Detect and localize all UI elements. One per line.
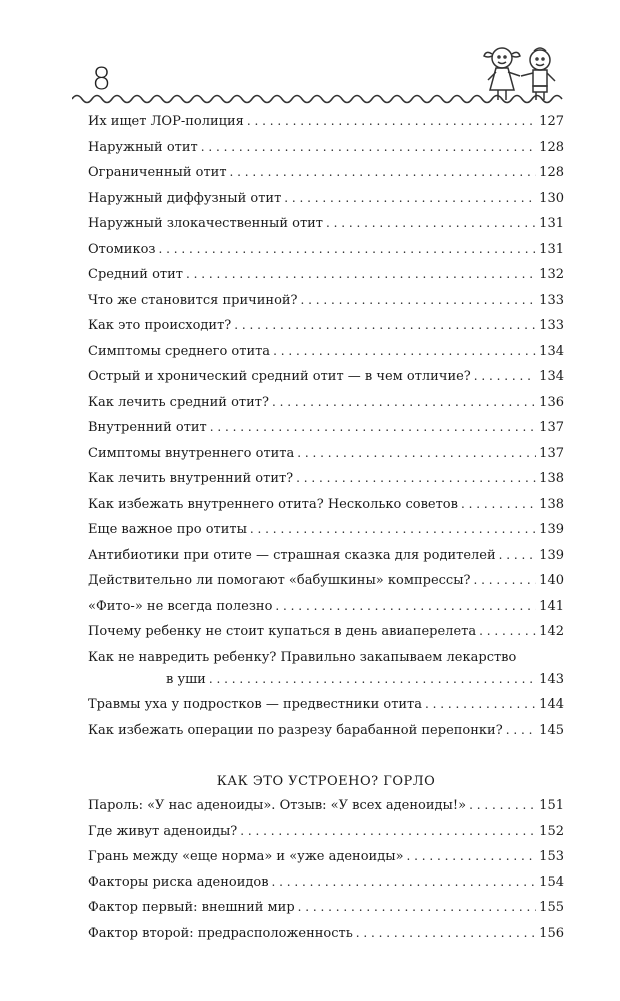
leader-dots xyxy=(159,242,537,256)
toc-part2 xyxy=(88,697,564,748)
toc-entry[interactable] xyxy=(88,624,564,650)
leader-dots xyxy=(474,369,536,383)
leader-dots xyxy=(474,573,537,587)
toc-entry-page: 144 xyxy=(539,697,564,712)
toc-entry-title: Отомикоз xyxy=(88,241,156,257)
toc-entry-title: Наружный злокачественный отит xyxy=(88,216,323,231)
leader-dots xyxy=(296,471,536,485)
toc-entry[interactable] xyxy=(88,446,564,472)
toc-entry[interactable] xyxy=(88,216,564,242)
toc-entry[interactable] xyxy=(88,573,564,599)
leader-dots xyxy=(186,267,536,281)
toc-entry-title: Наружный диффузный отит xyxy=(88,190,282,206)
toc-entry[interactable] xyxy=(88,697,564,723)
toc-entry-title: Почему ребенку не стоит купаться в день авиаперелета xyxy=(88,624,477,639)
toc-part1 xyxy=(88,114,564,650)
leader-dots xyxy=(240,824,536,838)
leader-dots xyxy=(209,672,536,686)
leader-dots xyxy=(272,875,537,889)
leader-dots xyxy=(326,216,536,230)
toc-entry[interactable] xyxy=(88,344,564,370)
toc-entry[interactable] xyxy=(88,926,564,952)
toc-entry-page: 140 xyxy=(539,573,564,588)
leader-dots xyxy=(407,849,537,863)
toc-entry[interactable] xyxy=(88,191,564,217)
toc-entry[interactable] xyxy=(88,849,564,875)
leader-dots xyxy=(297,446,536,460)
leader-dots xyxy=(499,548,537,562)
toc-entry-page: 132 xyxy=(539,267,564,282)
toc-entry-page: 131 xyxy=(539,241,564,257)
toc-part3 xyxy=(88,798,564,951)
toc-entry-title: Пароль: «У нас аденоиды». Отзыв: «У всех аденоиды!» xyxy=(88,798,467,813)
toc-entry-title: Что же становится причиной? xyxy=(88,292,298,308)
leader-dots xyxy=(425,697,536,711)
toc-entry[interactable] xyxy=(88,548,564,574)
page-number: 8 xyxy=(92,62,112,97)
toc-entry[interactable] xyxy=(88,875,564,901)
toc-entry-title: Где живут аденоиды? xyxy=(88,823,238,839)
leader-dots xyxy=(356,926,536,940)
toc-entry[interactable] xyxy=(88,497,564,523)
toc-entry[interactable] xyxy=(88,369,564,395)
toc-entry[interactable] xyxy=(88,798,564,824)
toc-entry-page: 151 xyxy=(539,798,564,813)
toc-entry-title: Антибиотики при отите — страшная сказка для родителей xyxy=(88,547,496,563)
toc-entry-page: 139 xyxy=(539,547,564,563)
toc-entry-page: 155 xyxy=(539,900,564,915)
toc-entry-title: Как это происходит? xyxy=(88,318,232,333)
toc-entry[interactable] xyxy=(88,522,564,548)
toc-entry-line2 xyxy=(88,672,564,698)
toc-entry[interactable] xyxy=(88,318,564,344)
toc-entry[interactable] xyxy=(88,140,564,166)
toc-entry-title-line2: в уши xyxy=(166,671,206,687)
toc-entry-title: Факторы риска аденоидов xyxy=(88,874,269,890)
toc-entry[interactable] xyxy=(88,267,564,293)
toc-entry-page: 153 xyxy=(539,849,564,864)
leader-dots xyxy=(301,293,537,307)
toc-entry[interactable] xyxy=(88,420,564,446)
leader-dots xyxy=(469,798,536,812)
toc-entry-page: 137 xyxy=(539,420,564,435)
toc-entry-page: 152 xyxy=(539,823,564,839)
toc-entry-page: 143 xyxy=(539,671,564,687)
toc-entry-page: 134 xyxy=(539,343,564,359)
toc-entry-page: 138 xyxy=(539,471,564,486)
leader-dots xyxy=(272,395,536,409)
leader-dots xyxy=(230,165,537,179)
toc-entry-page: 142 xyxy=(539,624,564,639)
leader-dots xyxy=(247,114,536,128)
toc-entry-title: Наружный отит xyxy=(88,139,198,155)
leader-dots xyxy=(273,344,536,358)
table-of-contents xyxy=(88,114,564,951)
leader-dots xyxy=(250,522,536,536)
toc-entry-title: «Фито-» не всегда полезно xyxy=(88,598,273,614)
children-illustration xyxy=(478,42,568,104)
toc-entry-page: 133 xyxy=(539,292,564,308)
toc-entry-title: Травмы уха у подростков — предвестники отита xyxy=(88,697,422,712)
toc-entry-page: 136 xyxy=(539,394,564,410)
leader-dots xyxy=(461,497,536,511)
toc-entry-title: Как лечить внутренний отит? xyxy=(88,471,294,486)
toc-entry-title: Симптомы внутреннего отита xyxy=(88,445,295,461)
leader-dots xyxy=(210,420,536,434)
toc-entry-title: Внутренний отит xyxy=(88,420,207,435)
toc-entry-page: 138 xyxy=(539,496,564,512)
toc-entry-page: 127 xyxy=(539,114,564,129)
leader-dots xyxy=(506,723,536,737)
toc-entry-title: Симптомы среднего отита xyxy=(88,343,271,359)
leader-dots xyxy=(479,624,536,638)
toc-entry-title: Острый и хронический средний отит — в чем отличие? xyxy=(88,369,471,384)
leader-dots xyxy=(201,140,536,154)
leader-dots xyxy=(234,318,536,332)
toc-entry-title: Еще важное про отиты xyxy=(88,522,247,537)
toc-entry-page: 134 xyxy=(539,369,564,384)
toc-entry-page: 130 xyxy=(539,190,564,206)
toc-entry[interactable] xyxy=(88,723,564,749)
toc-entry[interactable] xyxy=(88,165,564,191)
toc-entry-multiline[interactable] xyxy=(88,650,564,698)
toc-entry[interactable] xyxy=(88,242,564,268)
toc-entry-page: 133 xyxy=(539,318,564,333)
toc-entry[interactable] xyxy=(88,824,564,850)
leader-dots xyxy=(284,191,536,205)
toc-entry-title: Как избежать внутреннего отита? Несколько советов xyxy=(88,496,458,512)
toc-entry[interactable] xyxy=(88,471,564,497)
toc-entry[interactable] xyxy=(88,293,564,319)
toc-entry[interactable] xyxy=(88,395,564,421)
toc-entry-title: Средний отит xyxy=(88,267,183,282)
toc-entry-title: Фактор второй: предрасположенность xyxy=(88,925,353,941)
toc-entry[interactable] xyxy=(88,900,564,926)
toc-entry-title: Как избежать операции по разрезу барабанной перепонки? xyxy=(88,722,503,738)
toc-entry-page: 141 xyxy=(539,598,564,614)
section-title: КАК ЭТО УСТРОЕНО? ГОРЛО xyxy=(216,774,436,789)
toc-entry-title: Ограниченный отит xyxy=(88,165,227,180)
toc-entry-title-line1: Как не навредить ребенку? Правильно закапываем лекарство xyxy=(88,649,517,665)
toc-entry-page: 139 xyxy=(539,522,564,537)
toc-entry-page: 156 xyxy=(539,925,564,941)
leader-dots xyxy=(275,599,536,613)
toc-entry-page: 128 xyxy=(539,139,564,155)
leader-dots xyxy=(298,900,537,914)
toc-entry-page: 154 xyxy=(539,874,564,890)
toc-entry-title: Их ищет ЛОР-полиция xyxy=(88,114,244,129)
toc-entry-title: Грань между «еще норма» и «уже аденоиды» xyxy=(88,849,404,864)
toc-entry-page: 137 xyxy=(539,445,564,461)
toc-entry-page: 131 xyxy=(539,216,564,231)
toc-entry-title: Действительно ли помогают «бабушкины» компрессы? xyxy=(88,573,471,588)
toc-entry[interactable] xyxy=(88,114,564,140)
toc-entry-title: Как лечить средний отит? xyxy=(88,394,269,410)
toc-entry-title: Фактор первый: внешний мир xyxy=(88,900,295,915)
toc-entry-page: 128 xyxy=(539,165,564,180)
toc-entry[interactable] xyxy=(88,599,564,625)
toc-entry-page: 145 xyxy=(539,722,564,738)
